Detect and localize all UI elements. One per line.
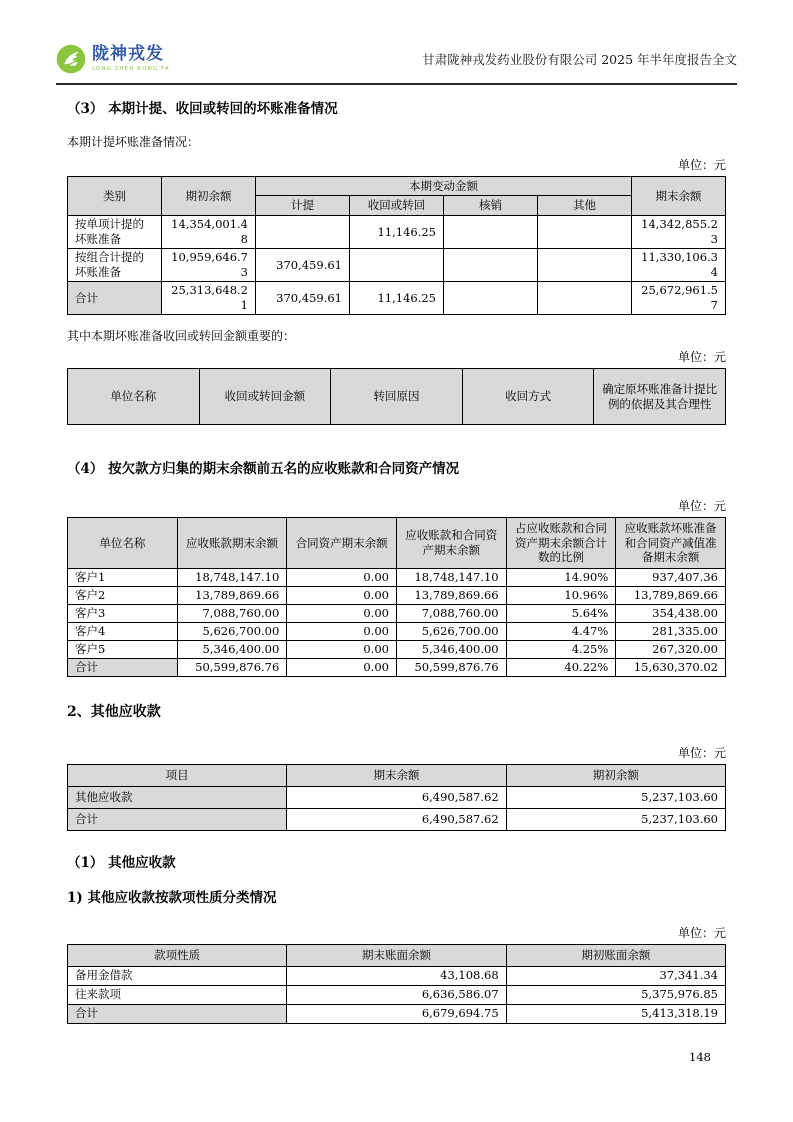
company-logo xyxy=(56,44,170,74)
cell-ending: 14,342,855.23 xyxy=(632,216,726,249)
cell-category-total: 合计 xyxy=(68,282,162,315)
cell-customer: 客户3 xyxy=(68,605,178,623)
cell-total: 18,748,147.10 xyxy=(396,569,506,587)
cell-ar: 7,088,760.00 xyxy=(177,605,287,623)
table-row xyxy=(68,623,726,641)
col-header-ending-book-balance: 期末账面余额 xyxy=(287,944,506,966)
cell-ending: 25,672,961.57 xyxy=(632,282,726,315)
table-header-row xyxy=(68,944,726,966)
col-header-accrual: 计提 xyxy=(256,196,350,216)
cell-beginning: 5,237,103.60 xyxy=(506,808,725,830)
cell-ending: 43,108.68 xyxy=(287,966,506,985)
cell-ar: 5,346,400.00 xyxy=(177,641,287,659)
table-header-row xyxy=(68,764,726,786)
col-header-ratio: 占应收账款和合同资产期末余额合计数的比例 xyxy=(506,517,616,569)
col-header-ending-balance: 期末余额 xyxy=(632,176,726,216)
cell-beginning: 25,313,648.21 xyxy=(162,282,256,315)
unit-label: 单位：元 xyxy=(677,157,726,172)
cell-total: 50,599,876.76 xyxy=(396,659,506,677)
col-header-recover-amount: 收回或转回金额 xyxy=(199,369,331,425)
table-header-row xyxy=(68,517,726,569)
col-header-entity-name: 单位名称 xyxy=(68,369,200,425)
cell-provision: 281,335.00 xyxy=(616,623,726,641)
cell-writeoff xyxy=(444,216,538,249)
col-header-change-group: 本期变动金额 xyxy=(256,176,632,196)
col-header-other: 其他 xyxy=(538,196,632,216)
recovered-bad-debt-table xyxy=(67,368,726,425)
bad-debt-movement-table xyxy=(67,176,726,316)
unit-label: 单位：元 xyxy=(677,350,726,365)
cell-ending: 6,679,694.75 xyxy=(287,1004,506,1023)
unit-label: 单位：元 xyxy=(677,925,726,940)
cell-total: 7,088,760.00 xyxy=(396,605,506,623)
col-header-recover: 收回或转回 xyxy=(350,196,444,216)
cell-recover xyxy=(350,249,444,282)
cell-accrual xyxy=(256,216,350,249)
cell-provision: 13,789,869.66 xyxy=(616,587,726,605)
section-2-1-heading: （1） 其他应收款 xyxy=(67,854,176,871)
brand-subtitle: LONG SHEN RONG FA xyxy=(92,65,170,72)
cell-ratio: 4.47% xyxy=(506,623,616,641)
cell-beginning: 5,375,976.85 xyxy=(506,985,725,1004)
cell-ratio: 5.64% xyxy=(506,605,616,623)
cell-category: 按单项计提的坏账准备 xyxy=(68,216,162,249)
table-header-row xyxy=(68,176,726,196)
cell-recover: 11,146.25 xyxy=(350,282,444,315)
col-header-writeoff: 核销 xyxy=(444,196,538,216)
cell-ar: 5,626,700.00 xyxy=(177,623,287,641)
unit-label: 单位：元 xyxy=(677,498,726,513)
table-row xyxy=(68,587,726,605)
cell-customer: 客户4 xyxy=(68,623,178,641)
col-header-basis: 确定原坏账准备计提比例的依据及其合理性 xyxy=(594,369,726,425)
cell-beginning: 37,341.34 xyxy=(506,966,725,985)
table-row xyxy=(68,216,726,249)
col-header-provision-ending: 应收账款坏账准备和合同资产减值准备期末余额 xyxy=(616,517,726,569)
cell-item-total: 合计 xyxy=(68,808,287,830)
cell-ratio: 14.90% xyxy=(506,569,616,587)
cell-recover: 11,146.25 xyxy=(350,216,444,249)
cell-ar: 50,599,876.76 xyxy=(177,659,287,677)
col-header-item: 项目 xyxy=(68,764,287,786)
document-title: 甘肃陇神戎发药业股份有限公司 2025 年半年度报告全文 xyxy=(422,52,737,67)
other-receivables-by-nature-table xyxy=(67,944,726,1024)
cell-ratio: 10.96% xyxy=(506,587,616,605)
cell-provision: 267,320.00 xyxy=(616,641,726,659)
cell-contract: 0.00 xyxy=(287,641,397,659)
col-header-ar-contract-total: 应收账款和合同资产期末余额 xyxy=(396,517,506,569)
cell-ratio: 4.25% xyxy=(506,641,616,659)
table-total-row xyxy=(68,1004,726,1023)
cell-writeoff xyxy=(444,249,538,282)
col-header-beginning-book-balance: 期初账面余额 xyxy=(506,944,725,966)
table-total-row xyxy=(68,808,726,830)
cell-accrual: 370,459.61 xyxy=(256,249,350,282)
cell-ending: 11,330,106.34 xyxy=(632,249,726,282)
cell-beginning: 5,237,103.60 xyxy=(506,786,725,808)
section-2-heading: 2、其他应收款 xyxy=(67,704,161,721)
cell-contract: 0.00 xyxy=(287,569,397,587)
col-header-beginning-balance: 期初余额 xyxy=(162,176,256,216)
cell-ar: 13,789,869.66 xyxy=(177,587,287,605)
table-row xyxy=(68,605,726,623)
cell-customer: 客户2 xyxy=(68,587,178,605)
col-header-ending-balance: 期末余额 xyxy=(287,764,506,786)
cell-contract: 0.00 xyxy=(287,659,397,677)
cell-category: 按组合计提的坏账准备 xyxy=(68,249,162,282)
cell-item: 其他应收款 xyxy=(68,786,287,808)
col-header-recover-method: 收回方式 xyxy=(462,369,594,425)
cell-contract: 0.00 xyxy=(287,605,397,623)
cell-nature: 往来款项 xyxy=(68,985,287,1004)
cell-contract: 0.00 xyxy=(287,587,397,605)
cell-other xyxy=(538,216,632,249)
col-header-beginning-balance: 期初余额 xyxy=(506,764,725,786)
table-row xyxy=(68,569,726,587)
table-row xyxy=(68,985,726,1004)
cell-provision: 937,407.36 xyxy=(616,569,726,587)
cell-customer: 客户5 xyxy=(68,641,178,659)
cell-beginning: 10,959,646.73 xyxy=(162,249,256,282)
brand-name: 陇神戎发 xyxy=(92,44,164,65)
table-row xyxy=(68,249,726,282)
table-row xyxy=(68,641,726,659)
top5-receivables-table xyxy=(67,517,726,678)
page-content xyxy=(67,101,726,1024)
cell-beginning: 14,354,001.48 xyxy=(162,216,256,249)
cell-other xyxy=(538,282,632,315)
cell-other xyxy=(538,249,632,282)
unit-label: 单位：元 xyxy=(677,745,726,760)
cell-total: 5,626,700.00 xyxy=(396,623,506,641)
cell-provision: 354,438.00 xyxy=(616,605,726,623)
section-3-heading: （3） 本期计提、收回或转回的坏账准备情况 xyxy=(67,101,338,117)
company-logo-icon xyxy=(56,44,86,74)
cell-customer-total: 合计 xyxy=(68,659,178,677)
cell-customer: 客户1 xyxy=(68,569,178,587)
col-header-category: 类别 xyxy=(68,176,162,216)
section-4-heading: （4） 按欠款方归集的期末余额前五名的应收账款和合同资产情况 xyxy=(67,461,460,478)
page-number: 148 xyxy=(689,1050,711,1064)
section-2-1-1-heading: 1) 其他应收款按款项性质分类情况 xyxy=(67,890,277,907)
cell-writeoff xyxy=(444,282,538,315)
cell-total: 13,789,869.66 xyxy=(396,587,506,605)
cell-ending: 6,636,586.07 xyxy=(287,985,506,1004)
cell-nature-total: 合计 xyxy=(68,1004,287,1023)
cell-total: 5,346,400.00 xyxy=(396,641,506,659)
table-header-row xyxy=(68,369,726,425)
col-header-nature: 款项性质 xyxy=(68,944,287,966)
cell-provision: 15,630,370.02 xyxy=(616,659,726,677)
other-receivables-summary-table xyxy=(67,764,726,831)
table-total-row xyxy=(68,659,726,677)
cell-accrual: 370,459.61 xyxy=(256,282,350,315)
cell-ending: 6,490,587.62 xyxy=(287,786,506,808)
table-row xyxy=(68,786,726,808)
cell-ratio: 40.22% xyxy=(506,659,616,677)
col-header-recover-reason: 转回原因 xyxy=(331,369,463,425)
page-header xyxy=(56,44,737,85)
cell-beginning: 5,413,318.19 xyxy=(506,1004,725,1023)
cell-nature: 备用金借款 xyxy=(68,966,287,985)
section-3-note-text: 其中本期坏账准备收回或转回金额重要的： xyxy=(67,329,296,344)
section-3-intro-text: 本期计提坏账准备情况： xyxy=(67,134,200,149)
cell-ending: 6,490,587.62 xyxy=(287,808,506,830)
col-header-ar-ending: 应收账款期末余额 xyxy=(177,517,287,569)
table-total-row xyxy=(68,282,726,315)
cell-contract: 0.00 xyxy=(287,623,397,641)
cell-ar: 18,748,147.10 xyxy=(177,569,287,587)
col-header-contract-asset-ending: 合同资产期末余额 xyxy=(287,517,397,569)
col-header-entity-name: 单位名称 xyxy=(68,517,178,569)
table-row xyxy=(68,966,726,985)
